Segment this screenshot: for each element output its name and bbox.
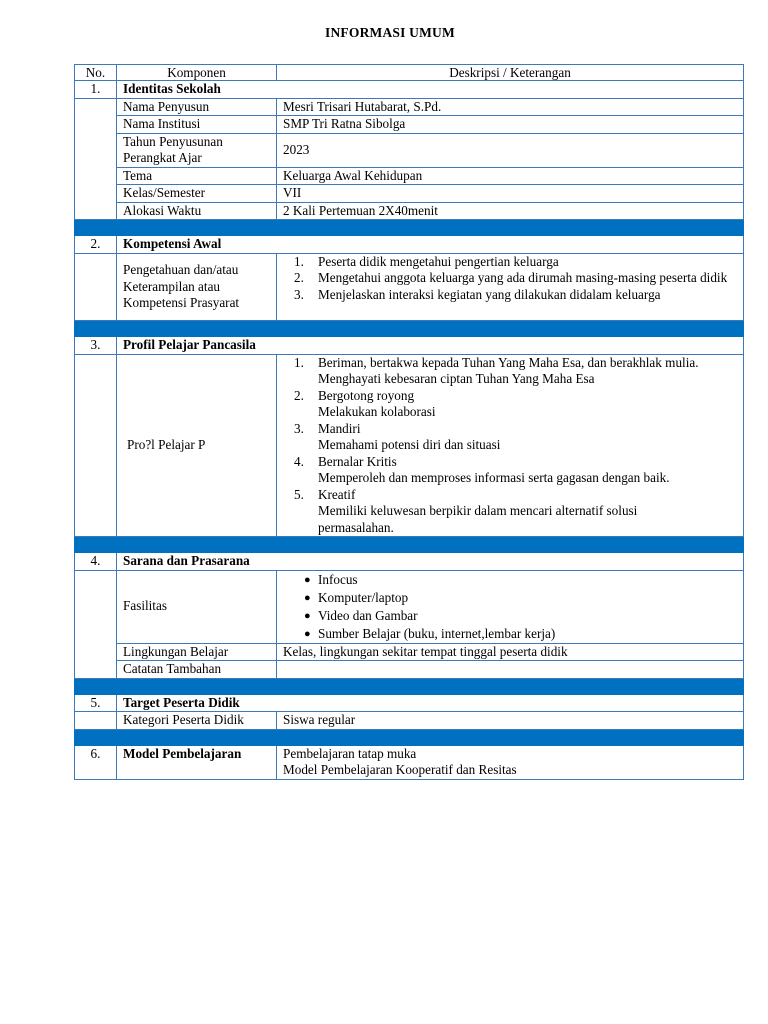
document-title: INFORMASI UMUM <box>325 25 455 40</box>
table-row <box>75 354 744 537</box>
lingkungan-belajar-label: Lingkungan Belajar <box>117 643 277 661</box>
section-2-heading: Kompetensi Awal <box>117 236 744 254</box>
empty-number-cell <box>75 98 117 220</box>
kategori-peserta-label: Kategori Peserta Didik <box>117 712 277 730</box>
lingkungan-belajar-value: Kelas, lingkungan sekitar tempat tinggal peserta didik <box>277 643 744 661</box>
section-3-heading: Profil Pelajar Pancasila <box>117 337 744 355</box>
table-row <box>75 167 744 185</box>
fasilitas-list <box>283 571 737 643</box>
empty-number-cell <box>75 712 117 730</box>
list-item: 3. Mandiri Memahami potensi diri dan situasi <box>294 420 501 452</box>
section-1-number: 1. <box>75 81 117 99</box>
header-no: No. <box>75 65 117 81</box>
info-table <box>74 64 744 780</box>
section-6-number: 6. <box>75 745 117 779</box>
list-item: ● Infocus <box>304 571 358 587</box>
section-4-heading-row <box>75 553 744 571</box>
list-item: 5. Kreatif Memiliki keluwesan berpikir dalam mencari alternatif solusi permasalahan. <box>294 486 638 535</box>
section-5-heading: Target Peserta Didik <box>117 694 744 712</box>
list-item: ● Sumber Belajar (buku, internet,lembar kerja) <box>304 625 556 641</box>
model-line: Pembelajaran tatap muka <box>283 745 417 761</box>
tahun-penyusunan-value: 2023 <box>277 133 744 167</box>
catatan-tambahan-label: Catatan Tambahan <box>117 661 277 679</box>
table-row <box>75 98 744 116</box>
profil-pelajar-list-cell <box>277 354 744 537</box>
alokasi-waktu-value: 2 Kali Pertemuan 2X40menit <box>277 202 744 220</box>
kategori-peserta-value: Siswa regular <box>277 712 744 730</box>
section-separator <box>75 321 744 337</box>
table-row <box>75 253 744 321</box>
table-row <box>75 185 744 203</box>
tahun-penyusunan-label: Tahun Penyusunan Perangkat Ajar <box>117 133 277 167</box>
table-row <box>75 570 744 643</box>
table-row <box>75 643 744 661</box>
section-1-heading-row <box>75 81 744 99</box>
nama-institusi-label: Nama Institusi <box>117 116 277 134</box>
list-item: 2. Bergotong royong Melakukan kolaborasi <box>294 387 436 419</box>
section-separator <box>75 537 744 553</box>
model-pembelajaran-cell <box>277 745 744 779</box>
kelas-semester-label: Kelas/Semester <box>117 185 277 203</box>
empty-number-cell <box>75 354 117 537</box>
table-row <box>75 661 744 679</box>
kompetensi-prasyarat-label: Pengetahuan dan/atau Keterampilan atau Kompetensi Prasyarat <box>117 253 277 321</box>
list-item: 4. Bernalar Kritis Memperoleh dan memproses informasi serta gagasan dengan baik. <box>294 453 670 485</box>
section-separator <box>75 729 744 745</box>
section-4-heading: Sarana dan Prasarana <box>117 553 744 571</box>
section-1-heading: Identitas Sekolah <box>117 81 744 99</box>
section-3-number: 3. <box>75 337 117 355</box>
alokasi-waktu-label: Alokasi Waktu <box>117 202 277 220</box>
list-item: 1. Beriman, bertakwa kepada Tuhan Yang Maha Esa, dan berakhlak mulia. Menghayati kebesaran ciptan Tuhan Yang Maha Esa <box>294 354 699 386</box>
list-item: ● Komputer/laptop <box>304 589 409 605</box>
table-row <box>75 116 744 134</box>
empty-number-cell <box>75 570 117 678</box>
catatan-tambahan-value <box>277 661 744 679</box>
list-item: 3. Menjelaskan interaksi kegiatan yang dilakukan didalam keluarga <box>294 286 661 302</box>
header-deskripsi: Deskripsi / Keterangan <box>277 65 744 81</box>
kompetensi-awal-list <box>283 254 737 304</box>
empty-number-cell <box>75 253 117 321</box>
profil-pelajar-label: Pro?l Pelajar P <box>117 354 277 537</box>
kelas-semester-value: VII <box>277 185 744 203</box>
kompetensi-awal-list-cell <box>277 253 744 321</box>
table-header-row <box>75 65 744 81</box>
section-separator <box>75 220 744 236</box>
list-item: ● Video dan Gambar <box>304 607 418 623</box>
fasilitas-list-cell <box>277 570 744 643</box>
nama-penyusun-value: Mesri Trisari Hutabarat, S.Pd. <box>277 98 744 116</box>
fasilitas-label: Fasilitas <box>117 570 277 643</box>
table-row <box>75 202 744 220</box>
section-6-heading: Model Pembelajaran <box>117 745 277 779</box>
section-4-number: 4. <box>75 553 117 571</box>
table-row <box>75 712 744 730</box>
list-item: 2. Mengetahui anggota keluarga yang ada dirumah masing-masing peserta didik <box>294 270 728 285</box>
section-6-row <box>75 745 744 779</box>
section-5-number: 5. <box>75 694 117 712</box>
model-line: Model Pembelajaran Kooperatif dan Resitas <box>283 762 517 777</box>
section-5-heading-row <box>75 694 744 712</box>
section-separator <box>75 678 744 694</box>
nama-institusi-value: SMP Tri Ratna Sibolga <box>277 116 744 134</box>
section-2-number: 2. <box>75 236 117 254</box>
section-2-heading-row <box>75 236 744 254</box>
tema-value: Keluarga Awal Kehidupan <box>277 167 744 185</box>
section-3-heading-row <box>75 337 744 355</box>
header-komponen: Komponen <box>117 65 277 81</box>
table-row <box>75 133 744 167</box>
tema-label: Tema <box>117 167 277 185</box>
profil-pelajar-list <box>283 355 737 537</box>
nama-penyusun-label: Nama Penyusun <box>117 98 277 116</box>
list-item: 1. Peserta didik mengetahui pengertian keluarga <box>294 253 559 269</box>
